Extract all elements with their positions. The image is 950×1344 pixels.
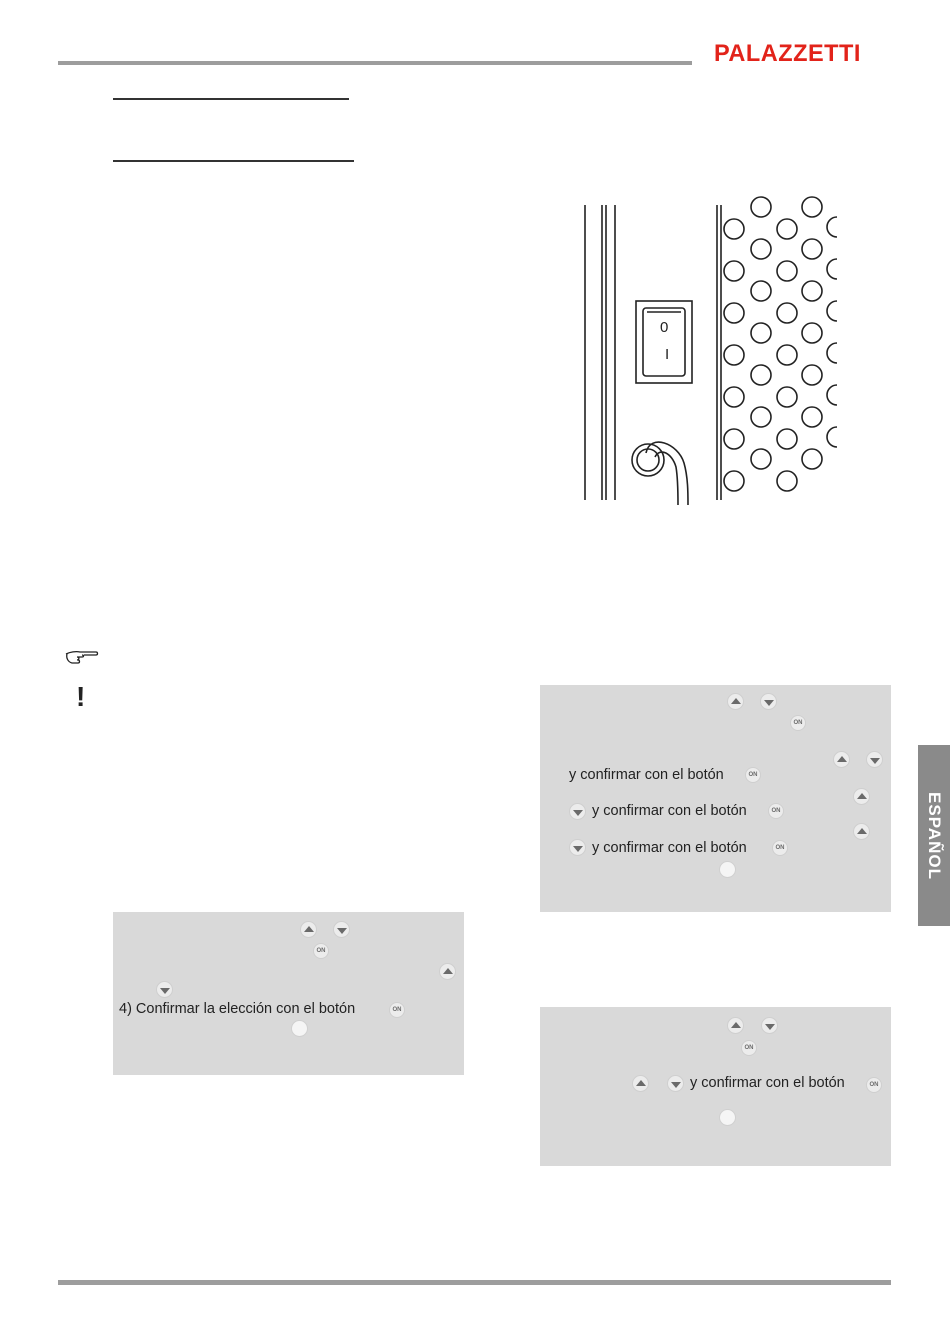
arrow-up-button-icon	[853, 788, 870, 805]
arrow-down-button-icon	[667, 1075, 684, 1092]
heading-underline-2	[113, 160, 354, 162]
on-button-icon: ON	[772, 840, 788, 856]
arrow-up-button-icon	[833, 751, 850, 768]
switch-off-symbol: 0	[660, 319, 669, 336]
confirm-text-3: y confirmar con el botón	[592, 840, 747, 856]
confirm-text-2: y confirmar con el botón	[592, 803, 747, 819]
procedure-panel-right-top	[540, 685, 891, 912]
step-4-text: 4) Confirmar la elección con el botón	[119, 1001, 356, 1017]
arrow-up-button-icon	[632, 1075, 649, 1092]
arrow-down-button-icon	[569, 839, 586, 856]
language-tab	[918, 745, 950, 926]
language-tab-label: ESPAÑOL	[925, 791, 944, 880]
exclamation-icon: !	[76, 681, 86, 712]
display-indicator-icon	[719, 861, 736, 878]
on-button-icon: ON	[768, 803, 784, 819]
arrow-up-button-icon	[853, 823, 870, 840]
display-indicator-icon	[291, 1020, 308, 1037]
power-switch-illustration	[580, 195, 842, 507]
brand-logo: PALAZZETTI	[714, 40, 861, 67]
on-button-icon: ON	[866, 1077, 882, 1093]
arrow-up-button-icon	[300, 921, 317, 938]
confirm-text-4: y confirmar con el botón	[690, 1075, 845, 1091]
display-indicator-icon	[719, 1109, 736, 1126]
arrow-down-button-icon	[156, 981, 173, 998]
arrow-down-button-icon	[761, 1017, 778, 1034]
header-rule	[58, 61, 692, 65]
on-button-icon: ON	[313, 943, 329, 959]
hand-pointing-icon	[64, 646, 100, 668]
on-button-icon: ON	[745, 767, 761, 783]
arrow-up-button-icon	[439, 963, 456, 980]
heading-underline-1	[113, 98, 349, 100]
arrow-up-button-icon	[727, 693, 744, 710]
on-button-icon: ON	[790, 715, 806, 731]
arrow-down-button-icon	[333, 921, 350, 938]
on-button-icon: ON	[741, 1040, 757, 1056]
arrow-down-button-icon	[866, 751, 883, 768]
arrow-down-button-icon	[569, 803, 586, 820]
arrow-down-button-icon	[760, 693, 777, 710]
confirm-text-1: y confirmar con el botón	[569, 767, 724, 783]
switch-on-symbol: I	[665, 346, 670, 363]
arrow-up-button-icon	[727, 1017, 744, 1034]
on-button-icon: ON	[389, 1002, 405, 1018]
footer-rule	[58, 1280, 891, 1285]
